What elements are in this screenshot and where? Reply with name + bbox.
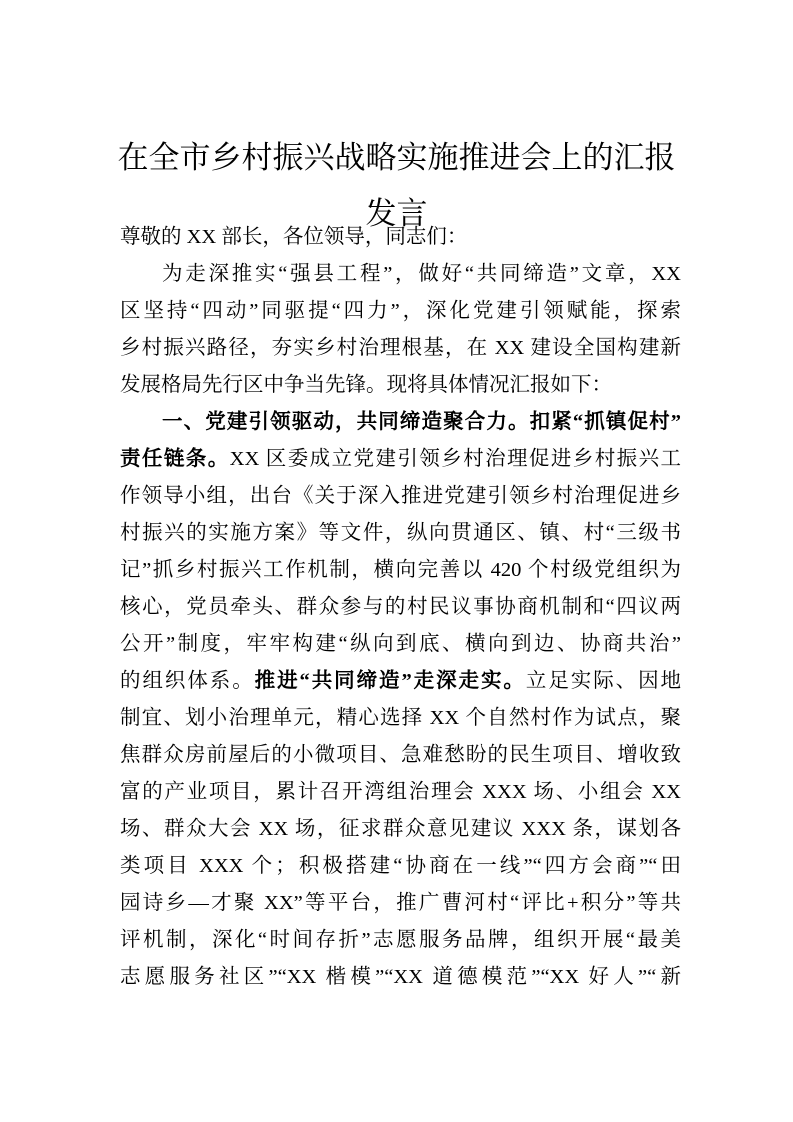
text-line <box>120 222 681 252</box>
text-line <box>162 407 681 437</box>
text-line <box>120 555 681 585</box>
text-line <box>120 592 681 622</box>
text-line <box>120 888 681 918</box>
text-line <box>120 629 681 659</box>
text-segment: 尊敬的 XX 部长，各位领导，同志们： <box>120 226 468 248</box>
text-segment: 场、群众大会 XX 场，征求群众意见建议 XXX 条，谋划各 <box>120 818 681 840</box>
text-line <box>120 518 681 548</box>
bold-text-segment: 推进“共同缔造”走深走实。 <box>254 670 526 692</box>
text-segment: 园诗乡—才聚 XX”等平台，推广曹河村“评比+积分”等共 <box>120 892 681 914</box>
text-segment: 的组织体系。 <box>120 670 255 692</box>
text-segment: 核心，党员牵头、群众参与的村民议事协商机制和“四议两 <box>120 596 681 618</box>
text-line <box>120 925 681 955</box>
text-segment: 记”抓乡村振兴工作机制，横向完善以 420 个村级党组织为 <box>120 559 681 581</box>
text-segment: 制宜、划小治理单元，精心选择 XX 个自然村作为试点，聚 <box>120 707 681 729</box>
text-segment: 乡村振兴路径，夯实乡村治理根基，在 XX 建设全国构建新 <box>120 337 681 359</box>
text-segment: 作领导小组，出台《关于深入推进党建引领乡村治理促进乡 <box>120 485 681 507</box>
text-segment: 区坚持“四动”同驱提“四力”，深化党建引领赋能，探索 <box>120 300 681 322</box>
text-line <box>120 481 681 511</box>
text-line <box>120 703 681 733</box>
text-segment: 类项目 XXX 个；积极搭建“协商在一线”“四方会商”“田 <box>120 855 681 877</box>
text-segment: XX 区委成立党建引领乡村治理促进乡村振兴工 <box>229 448 682 470</box>
text-line <box>120 370 681 400</box>
text-segment: 评机制，深化“时间存折”志愿服务品牌，组织开展“最美 <box>120 929 681 951</box>
text-segment: 志愿服务社区”“XX 楷模”“XX 道德模范”“XX 好人”“新 <box>120 966 681 988</box>
text-line <box>120 740 681 770</box>
text-segment: 立足实际、因地 <box>525 670 682 692</box>
bold-text-segment: 一、党建引领驱动，共同缔造聚合力。扣紧“抓镇促村” <box>162 411 681 433</box>
text-line <box>120 666 681 696</box>
text-segment: 焦群众房前屋后的小微项目、急难愁盼的民生项目、增收致 <box>120 744 681 766</box>
text-line <box>120 814 681 844</box>
text-line <box>120 333 681 363</box>
text-segment: 富的产业项目，累计召开湾组治理会 XXX 场、小组会 XX <box>120 781 681 803</box>
text-line <box>120 296 681 326</box>
text-line <box>120 851 681 881</box>
text-segment: 发展格局先行区中争当先锋。现将具体情况汇报如下： <box>120 374 612 396</box>
text-line <box>162 259 681 289</box>
text-line <box>120 962 681 992</box>
text-segment: 公开”制度，牢牢构建“纵向到底、横向到边、协商共治” <box>120 633 681 655</box>
document-title-line-2: 发言 <box>365 196 428 232</box>
text-line <box>120 777 681 807</box>
text-line <box>120 444 681 474</box>
document-title-line-1: 在全市乡村振兴战略实施推进会上的汇报 <box>117 140 676 176</box>
text-segment: 为走深推实“强县工程”，做好“共同缔造”文章，XX <box>162 263 681 285</box>
text-segment: 村振兴的实施方案》等文件，纵向贯通区、镇、村“三级书 <box>120 522 681 544</box>
bold-text-segment: 责任链条。 <box>120 448 230 470</box>
